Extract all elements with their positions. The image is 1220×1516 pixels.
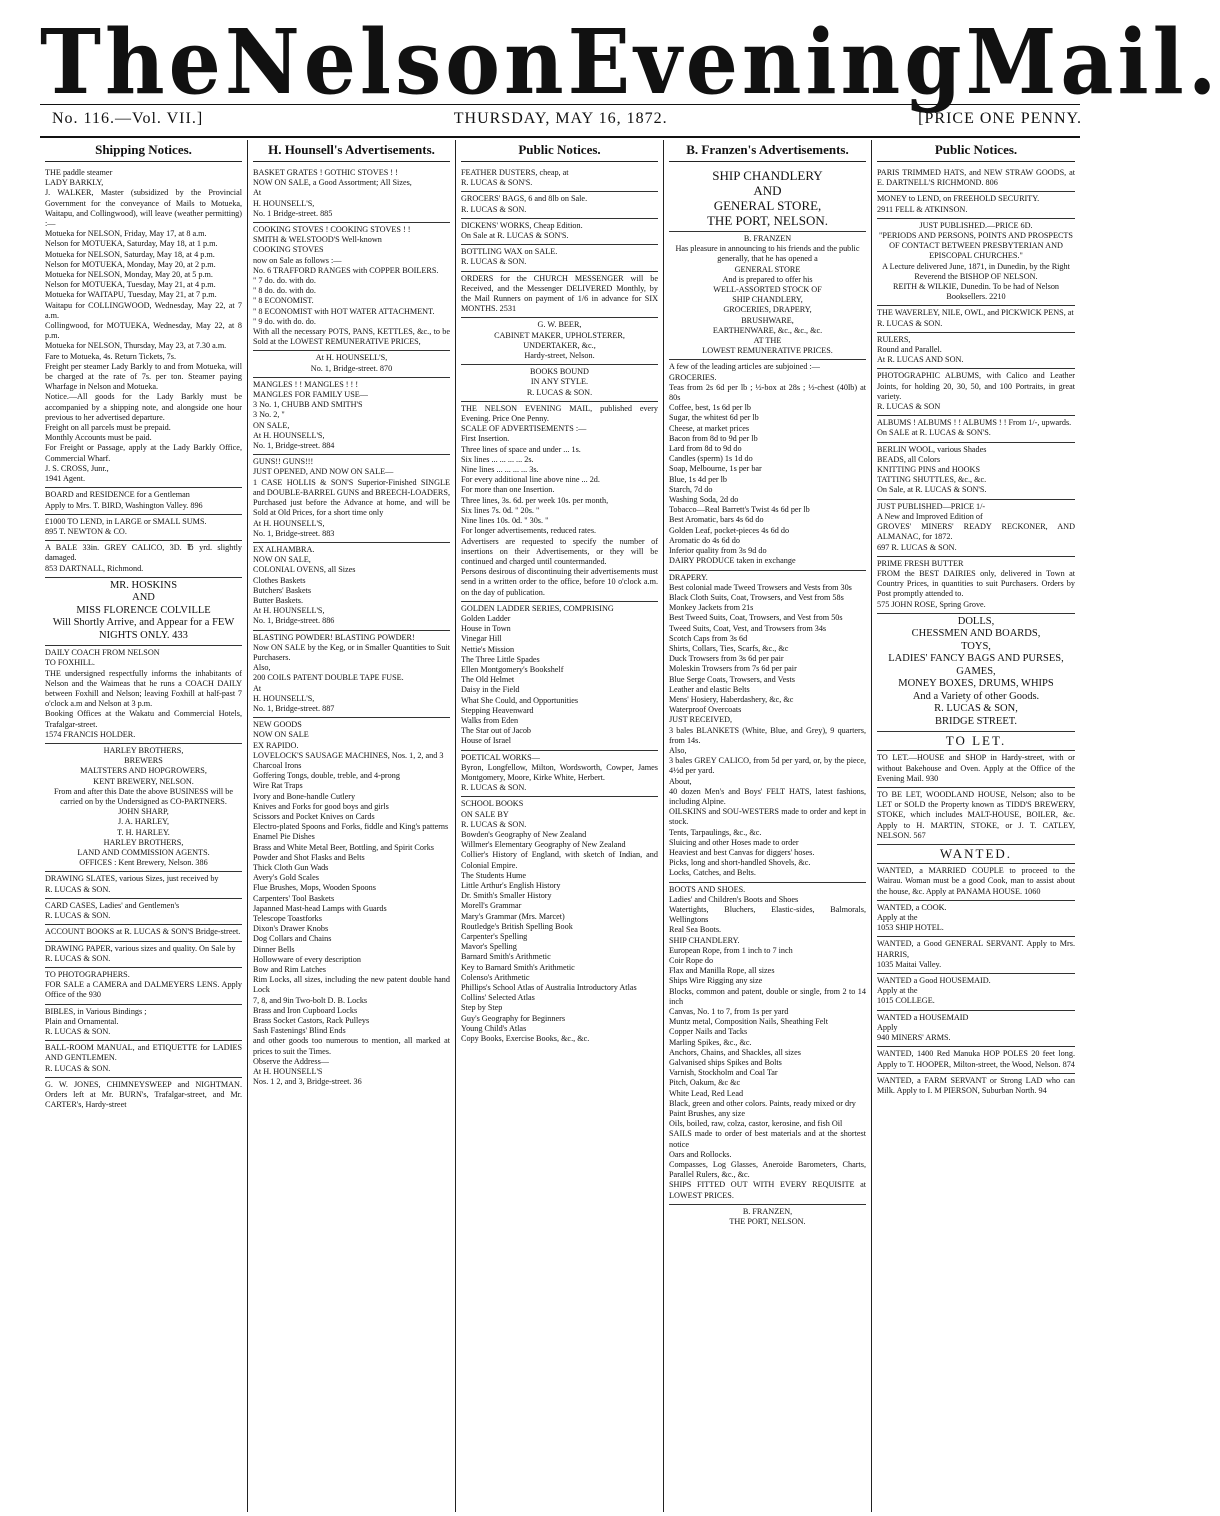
advertisement: BOTTLING WAX on SALE. R. LUCAS & SON.: [461, 245, 658, 271]
issue-date: THURSDAY, MAY 16, 1872.: [453, 110, 668, 127]
column-3: [456, 140, 664, 1512]
advertisement: JUST PUBLISHED.—PRICE 6D. "PERIODS AND PERSONS, POINTS AND PROSPECTS OF CONTACT BETWEEN PRESBYTERIAN AND EPISCOPAL CHURCHES." A Lecture delivered June, 1871, in Dunedin, by the Right Reverend the BISHOP OF NELSON. REITH & WILKIE, Dunedin. To be had of Nelson Booksellers. 2210: [877, 219, 1075, 307]
advertisement: ACCOUNT BOOKS at R. LUCAS & SON'S Bridge-street.: [45, 925, 242, 941]
issue-price: [PRICE ONE PENNY.: [918, 110, 1082, 127]
advertisement: G. W. JONES, CHIMNEYSWEEP and NIGHTMAN. Orders left at Mr. BURN's, Trafalgar-street, and Mr. CARTER's, Hardy-street: [45, 1079, 245, 1110]
advertisement: G. W. BEER, CABINET MAKER, UPHOLSTERER, UNDERTAKER, &c., Hardy-street, Nelson.: [461, 318, 658, 365]
advertisement: A BALE 33in. GREY CALICO, 3D. ℔ yrd. slightly damaged. 853 DARTNALL, Richmond.: [45, 541, 242, 578]
advertisement: WANTED, a Good GENERAL SERVANT. Apply to Mrs. HARRIS, 1035 Maitai Valley.: [877, 937, 1075, 974]
column-4: [664, 140, 872, 1512]
column-heading: H. Hounsell's Advertisements.: [253, 140, 450, 162]
advertisement: PHOTOGRAPHIC ALBUMS, with Calico and Leather Joints, for holding 20, 30, 50, and 100 Portraits, in great variety. R. LUCAS & SON: [877, 369, 1075, 416]
advertisement: FEATHER DUSTERS, cheap, at R. LUCAS & SON'S.: [461, 166, 658, 192]
advertisement: At H. HOUNSELL'S, No. 1, Bridge-street. 870: [253, 351, 450, 377]
advertisement: £1000 TO LEND, in LARGE or SMALL SUMS. 895 T. NEWTON & CO.: [45, 515, 242, 541]
advertisement: EX ALHAMBRA. NOW ON SALE, COLONIAL OVENS, all Sizes Clothes Baskets Butchers' Baskets Butter Baskets. At H. HOUNSELL'S, No. 1, Bridge-street. 886: [253, 543, 450, 631]
advertisement: TO PHOTOGRAPHERS. FOR SALE a CAMERA and DALMEYERS LENS. Apply Office of the 930: [45, 968, 242, 1005]
advertisement: SCHOOL BOOKS ON SALE BY R. LUCAS & SON. Bowden's Geography of New Zealand Willmer's Elementary Geography of New Zealand Collier's History of England, with sketch of Indian, and Colonial Empire. The Students Hume Little Arthur's English History Dr. Smith's Smaller History Morell's Grammar Mary's Grammar (Mrs. Marcet) Routledge's British Spelling Book Carpenter's Spelling Mavor's Spelling Barnard Smith's Arithmetic Key to Barnard Smith's Arithmetic Colenso's Arithmetic Phillips's School Atlas of Australia Introductory Atlas Collins' Selected Atlas Step by Step Guy's Geography for Beginners Young Child's Atlas Copy Books, Exercise Books, &c., &c.: [461, 799, 658, 1044]
advertisement: BOARD and RESIDENCE for a Gentleman Apply to Mrs. T. BIRD, Washington Valley. 896: [45, 488, 242, 514]
advertisement: BIBLES, in Various Bindings ; Plain and Ornamental. R. LUCAS & SON.: [45, 1005, 242, 1042]
advertisement: WANTED, a COOK. Apply at the 1053 SHIP HOTEL.: [877, 901, 1075, 938]
masthead-word: Nelson: [224, 11, 568, 115]
advertisement: RULERS, Round and Parallel. At R. LUCAS AND SON.: [877, 333, 1075, 370]
advertisement: WANTED a Good HOUSEMAID. Apply at the 1015 COLLEGE.: [877, 974, 1075, 1011]
masthead-word: Evening: [567, 11, 966, 115]
advertisement: JUST PUBLISHED—PRICE 1/- A New and Improved Edition of GROVES' MINERS' READY RECKONER, AND ALMANAC, for 1872. 697 R. LUCAS & SON.: [877, 500, 1075, 557]
advertisement: B. FRANZEN, THE PORT, NELSON.: [729, 1206, 806, 1227]
advertisement: DICKENS' WORKS, Cheap Edition. On Sale at R. LUCAS & SON'S.: [461, 219, 658, 245]
advertisement: HARLEY BROTHERS, BREWERS MALTSTERS AND HOPGROWERS, KENT BREWERY, NELSON. From and after this Date the above BUSINESS will be carried on by the Undersigned as CO-PARTNERS. JOHN SHARP, J. A. HARLEY, T. H. HARLEY. HARLEY BROTHERS, LAND AND COMMISSION AGENTS. OFFICES : Kent Brewery, Nelson. 386: [45, 744, 242, 872]
advertisement: MONEY to LEND, on FREEHOLD SECURITY. 2911 FELL & ATKINSON.: [877, 192, 1075, 218]
advertisement: NEW GOODS NOW ON SALE EX RAPIDO. LOVELOCK'S SAUSAGE MACHINES, Nos. 1, 2, and 3 Charcoal Irons Goffering Tongs, double, treble, and 4-prong Wire Rat Traps Ivory and Bone-handle Cutlery Knives and Forks for good boys and girls Scissors and Pocket Knives on Cards Electro-plated Spoons and Forks, fiddle and King's patterns Enamel Pie Dishes Brass and White Metal Beer, Bottling, and Spirit Corks Powder and Shot Flasks and Belts Thick Cloth Gun Wads Avery's Gold Scales Flue Brushes, Mops, Wooden Spoons Carpenters' Tool Baskets Japanned Mast-head Lamps with Guards Telescope Toastforks Dixon's Drawer Knobs Dog Collars and Chains Dinner Bells Hollowware of every description Bow and Rim Latches Rim Locks, all sizes, including the new patent double hand Lock 7, 8, and 9in Two-bolt D. B. Locks Brass and Iron Cupboard Locks Brass Socket Castors, Rack Pulleys Sash Fastenings' Blind Ends and other goods too numerous to mention, all marked at prices to suit the Times. Observe the Address— At H. HOUNSELL'S Nos. 1 2, and 3, Bridge-street. 36: [253, 720, 450, 1087]
advertisement: COOKING STOVES ! COOKING STOVES ! ! SMITH & WELSTOOD'S Well-known COOKING STOVES now on Sale as follows :— No. 6 TRAFFORD RANGES with COPPER BOILERS. " 7 do. do. with do. " 8 do. do. with do. " 8 ECONOMIST. " 8 ECONOMIST with HOT WATER ATTACHMENT. " 9 do. with do. do. With all the necessary POTS, PANS, KETTLES, &c., to be Sold at the LOWEST REMUNERATIVE PRICES,: [253, 223, 450, 351]
advertisement: THE paddle steamer LADY BARKLY, J. WALKER, Master (subsidized by the Provincial Government for the conveyance of Mails to Motueka, Waitapu, and Collingwood), will leave (weather permitting) :— Motueka for NELSON, Friday, May 17, at 8 a.m. Nelson for MOTUEKA, Saturday, May 18, at 1 p.m. Motueka for NELSON, Saturday, May 18, at 4 p.m. Nelson for MOTUEKA, Monday, May 20, at 2 p.m. Motueka for NELSON, Monday, May 20, at 5 p.m. Nelson for MOTUEKA, Tuesday, May 21, at 4 p.m. Motueka for WAITAPU, Tuesday, May 21, at 7 p.m. Waitapu for COLLINGWOOD, Wednesday, May 22, at 7 a.m. Collingwood, for MOTUEKA, Wednesday, May 22, at 8 p.m. Motueka for NELSON, Thursday, May 23, at 7.30 a.m. Fare to Motueka, 4s. Return Tickets, 7s. Freight per steamer Lady Barkly to and from Motueka, will be charged at the rate of 7s. per ton. Steamer paying Wharfage in Nelson and Motueka. Notice.—All goods for the Lady Barkly must be accompanied by a shipping note, and alongside one hour previous to her advertised departure. Freight on all parcels must be prepaid. Monthly Accounts must be paid. For Freight or Passage, apply at the Lady Barkly Office, Commercial Wharf. J. S. CROSS, Junr., 1941 Agent.: [45, 166, 242, 488]
advertisement: B. FRANZEN Has pleasure in announcing to his friends and the public generally, that he has opened a GENERAL STORE And is prepared to offer his WELL-ASSORTED STOCK OF SHIP CHANDLERY, GROCERIES, DRAPERY, BRUSHWARE, EARTHENWARE, &c., &c., &c. AT THE LOWEST REMUNERATIVE PRICES.: [669, 232, 866, 360]
advertisement: ORDERS for the CHURCH MESSENGER will be Received, and the Messenger DELIVERED Monthly, by the Mail Runners on payment of 1/6 in advance for SIX MONTHS. 2531: [461, 272, 658, 319]
advertisement: A few of the leading articles are subjoined :— GROCERIES. Teas from 2s 6d per lb ; ½-box at 28s ; ½-chest (40lb) at 80s Coffee, best, 1s 6d per lb Sugar, the whitest 6d per lb Cheese, at market prices Bacon from 8d to 9d per lb Lard from 8d to 9d do Candles (sperm) 1s 1d do Soap, Melbourne, 1s per bar Blue, 1s 4d per lb Starch, 7d do Washing Soda, 2d do Tobacco—Real Barrett's Twist 4s 6d per lb Best Aromatic, bars 4s 6d do Golden Leaf, pocket-pieces 4s 6d do Aromatic do 4s 6d do Inferior quality from 3s 9d do DAIRY PRODUCE taken in exchange: [669, 360, 866, 570]
advertisement: WANTED.: [877, 845, 1075, 864]
advertisement: GOLDEN LADDER SERIES, COMPRISING Golden Ladder House in Town Vinegar Hill Nettie's Mission The Three Little Spades Ellen Montgomery's Bookshelf The Old Helmet Daisy in the Field What She Could, and Opportunities Stepping Heavenward Walks from Eden The Star out of Jacob House of Israel: [461, 602, 658, 751]
advertisement: ALBUMS ! ALBUMS ! ! ALBUMS ! ! From 1/-, upwards. On SALE at R. LUCAS & SON'S.: [877, 416, 1075, 442]
column-5: [872, 140, 1080, 1512]
advertisement: DAILY COACH FROM NELSON TO FOXHILL. THE undersigned respectfully informs the inhabitants of Nelson and the Waimeas that he runs a COACH DAILY between Foxhill and Nelson; leaving Foxhill at half-past 7 o'clock a.m and Nelson at 3 p.m. Booking Offices at the Wakatu and Commercial Hotels, Trafalgar-street. 1574 FRANCIS HOLDER.: [45, 646, 242, 744]
columns: [40, 140, 1084, 1512]
advertisement: TO BE LET, WOODLAND HOUSE, Nelson; also to be LET or SOLD the Property known as TIDD'S BREWERY, STOKE, which includes MALT-HOUSE, BOILER, &c. Apply to H. MARTIN, STOKE, or J. T. CATLEY, NELSON. 567: [877, 788, 1075, 845]
advertisement: DRAWING SLATES, various Sizes, just received by R. LUCAS & SON.: [45, 872, 242, 898]
column-heading: B. Franzen's Advertisements.: [669, 140, 866, 162]
column-heading: Public Notices.: [877, 140, 1075, 162]
advertisement: DOLLS, CHESSMEN AND BOARDS, TOYS, LADIES' FANCY BAGS AND PURSES, GAMES, MONEY BOXES, DRUMS, WHIPS And a Variety of other Goods. R. LUCAS & SON, BRIDGE STREET.: [877, 614, 1075, 733]
advertisement: BALL-ROOM MANUAL, and ETIQUETTE for LADIES AND GENTLEMEN. R. LUCAS & SON.: [45, 1041, 242, 1078]
advertisement: BLASTING POWDER! BLASTING POWDER! Now ON SALE by the Keg, or in Smaller Quantities to Suit Purchasers. Also, 200 COILS PATENT DOUBLE TAPE FUSE. At H. HOUNSELL'S, No. 1, Bridge-street. 887: [253, 631, 450, 719]
advertisement: DRAWING PAPER, various sizes and quality. On Sale by R. LUCAS & SON.: [45, 942, 242, 968]
advertisement: GROCERS' BAGS, 6 and 8lb on Sale. R. LUCAS & SON.: [461, 192, 658, 218]
advertisement: WANTED, a MARRIED COUPLE to proceed to the Wairau. Woman must be a good Cook, man to assist about the house, &c. Apply at PANAMA HOUSE. 1060: [877, 864, 1075, 901]
advertisement: MR. HOSKINS AND MISS FLORENCE COLVILLE Will Shortly Arrive, and Appear for a FEW NIGHTS ONLY. 433: [45, 578, 242, 647]
rule: [40, 136, 1080, 138]
advertisement: TO LET.: [877, 732, 1075, 751]
advertisement: BERLIN WOOL, various Shades BEADS, all Colors KNITTING PINS and HOOKS TATTING SHUTTLES, &c., &c. On Sale, at R. LUCAS & SON'S.: [877, 443, 1075, 500]
advertisement: POETICAL WORKS— Byron, Longfellow, Milton, Wordsworth, Cowper, James Montgomery, Moore, Kirke White, Herbert. R. LUCAS & SON.: [461, 751, 658, 798]
masthead-word: Mail.: [965, 11, 1220, 115]
advertisement: TO LET.—HOUSE and SHOP in Hardy-street, with or without Bakehouse and Oven. Apply at the Office of the Evening Mail. 930: [877, 751, 1075, 788]
advertisement: CARD CASES, Ladies' and Gentlemen's R. LUCAS & SON.: [45, 899, 242, 925]
column-1: [40, 140, 248, 1512]
advertisement: DRAPERY. Best colonial made Tweed Trowsers and Vests from 30s Black Cloth Suits, Coat, Trowsers, and Vest from 58s Monkey Jackets from 21s Best Tweed Suits, Coat, Trowsers, and Vest from 50s Tweed Suits, Coat, Vest, and Trowsers from 34s Scotch Caps from 3s 6d Shirts, Collars, Ties, Scarfs, &c., &c Duck Trowsers from 3s 6d per pair Moleskin Trowsers from 7s 6d per pair Blue Serge Coats, Trowsers, and Vests Leather and elastic Belts Mens' Hosiery, Haberdashery, &c, &c Waterproof Overcoats JUST RECEIVED, 3 bales BLANKETS (White, Blue, and Grey), 9 quarters, from 14s. Also, 3 bales GREY CALICO, from 5d per yard, or, by the piece, 4½d per yard. About, 40 dozen Men's and Boys' FELT HATS, latest fashions, including Alpine. OILSKINS and SOU-WESTERS made to order and kept in stock. Tents, Tarpaulings, &c., &c. Sluicing and other Hoses made to order Heaviest and best Canvas for diggers' hoses. Picks, long and short-handled Shovels, &c. Locks, Catches, and Belts.: [669, 571, 866, 883]
advertisement: BASKET GRATES ! GOTHIC STOVES ! ! NOW ON SALE, a Good Assortment; All Sizes, At H. HOUNSELL'S, No. 1 Bridge-street. 885: [253, 166, 450, 223]
dateline: [52, 104, 1082, 134]
masthead: [40, 6, 1220, 115]
advertisement: WANTED, a FARM SERVANT or Strong LAD who can Milk. Apply to I. M PIERSON, Suburban North. 94: [877, 1075, 1078, 1095]
masthead-word: The: [40, 11, 225, 115]
issue-number: No. 116.—Vol. VII.]: [52, 110, 204, 127]
advertisement: BOOTS AND SHOES. Ladies' and Children's Boots and Shoes Watertights, Bluchers, Elastic-sides, Balmorals, Wellingtons Real Sea Boots. SHIP CHANDLERY. European Rope, from 1 inch to 7 inch Coir Rope do Flax and Manilla Rope, all sizes Ships Wire Rigging any size Blocks, common and patent, double or single, from 2 to 14 inch Canvas, No. 1 to 7, from 1s per yard Muntz metal, Composition Nails, Sheathing Felt Copper Nails and Tacks Marling Spikes, &c., &c. Anchors, Chains, and Shackles, all sizes Galvanised ships Spikes and Bolts Varnish, Stockholm and Coal Tar Pitch, Oakum, &c &c White Lead, Red Lead Black, green and other colors. Paints, ready mixed or dry Paint Brushes, any size Oils, boiled, raw, colza, castor, kerosine, and fish Oil SAILS made to order of best materials and at the shortest notice Oars and Rollocks. Compasses, Log Glasses, Aneroide Barometers, Charts, Parallel Rulers, &c., &c. SHIPS FITTED OUT WITH EVERY REQUISITE at LOWEST PRICES.: [669, 883, 866, 1205]
advertisement: WANTED a HOUSEMAID Apply 940 MINERS' ARMS.: [877, 1011, 1075, 1048]
advertisement: THE NELSON EVENING MAIL, published every Evening. Price One Penny. SCALE OF ADVERTISEMENTS :— First Insertion. Three lines of space and under ... 1s. Six lines ... ... ... ... 2s. Nine lines ... ... ... ... 3s. For every additional line above nine ... 2d. For more than one Insertion. Three lines, 3s. 6d. per week 10s. per month, Six lines 7s. 0d. " 20s. " Nine lines 10s. 0d. " 30s. " For longer advertisements, reduced rates. Advertisers are requested to specify the number of insertions on their Advertisements, or they will be continued and charged until countermanded. Persons desirous of discontinuing their advertisements must send in a written order to the office, before 10 o'clock a.m. on the day of publication.: [461, 402, 658, 602]
advertisement: GUNS!! GUNS!!! JUST OPENED, AND NOW ON SALE— 1 CASE HOLLIS & SON'S Superior-Finished SINGLE and DOUBLE-BARREL GUNS and BREECH-LOADERS, Purchased just before the Advance at home, and will be Sold at Old Prices, for a short time only At H. HOUNSELL'S, No. 1, Bridge-street. 883: [253, 455, 450, 543]
advertisement: THE WAVERLEY, NILE, OWL, and PICKWICK PENS, at R. LUCAS & SON.: [877, 306, 1075, 332]
advertisement: PARIS TRIMMED HATS, and NEW STRAW GOODS, at E. DARTNELL'S RICHMOND. 806: [877, 166, 1075, 192]
column-heading: Shipping Notices.: [45, 140, 242, 162]
column-heading: Public Notices.: [461, 140, 658, 162]
advertisement: MANGLES ! ! MANGLES ! ! ! MANGLES FOR FAMILY USE— 3 No. 1, CHUBB AND SMITH'S 3 No. 2, " ON SALE, At H. HOUNSELL'S, No. 1, Bridge-street. 884: [253, 378, 450, 455]
advertisement: BOOKS BOUND IN ANY STYLE. R. LUCAS & SON.: [461, 365, 658, 402]
advertisement: PRIME FRESH BUTTER FROM the BEST DAIRIES only, delivered in Town at Country Prices, in quantities to suit Purchasers. Orders by Post promptly attended to. 575 JOHN ROSE, Spring Grove.: [877, 557, 1075, 614]
advertisement: SHIP CHANDLERY AND GENERAL STORE, THE PORT, NELSON.: [669, 166, 866, 232]
column-2: [248, 140, 456, 1512]
advertisement: WANTED, 1400 Red Manuka HOP POLES 20 feet long. Apply to T. HOOPER, Milton-street, the Wood, Nelson. 874: [877, 1047, 1075, 1073]
